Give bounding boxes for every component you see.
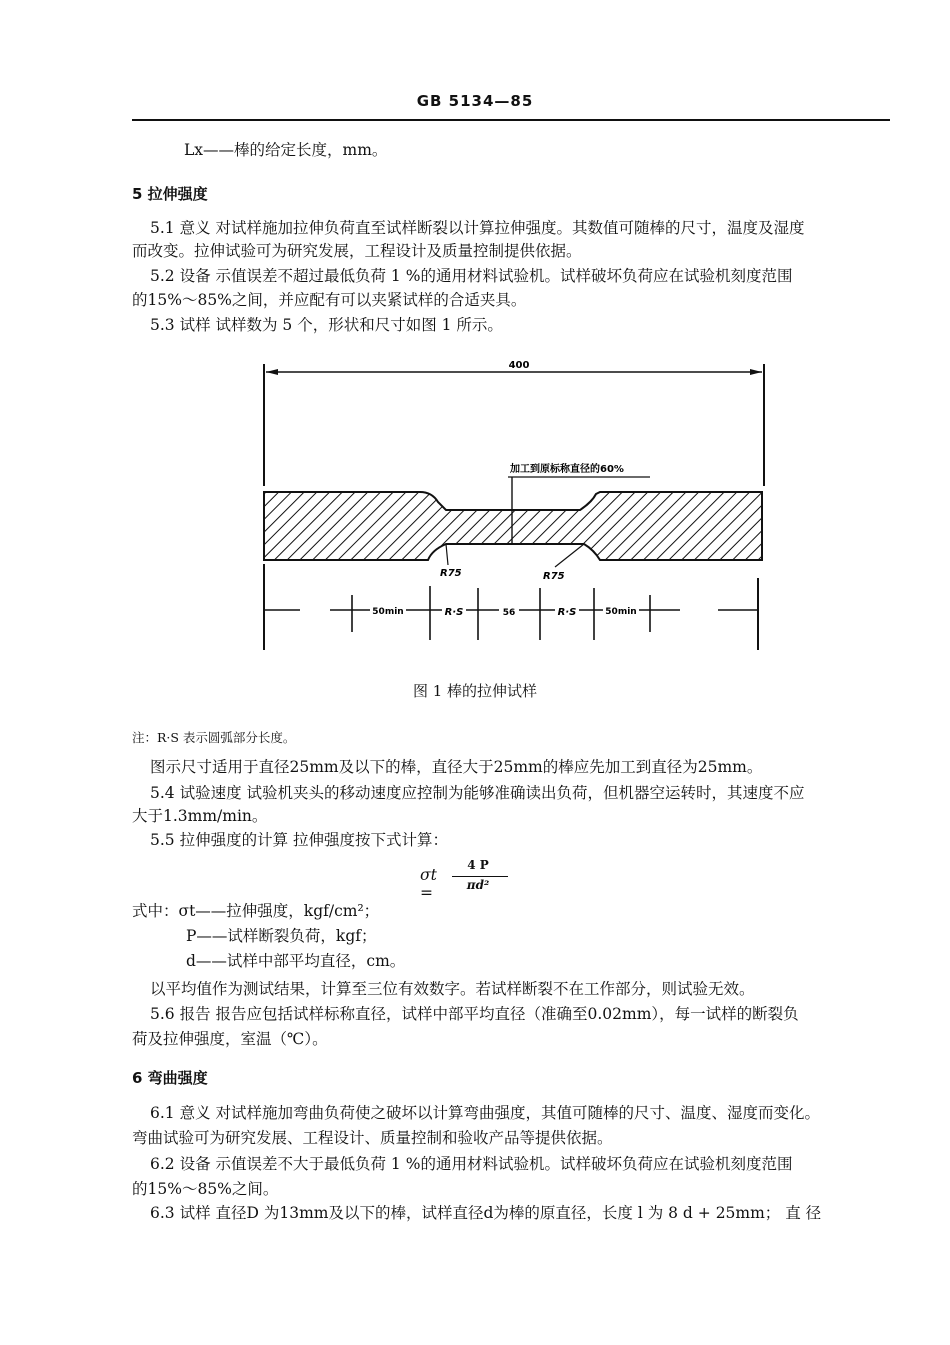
figure-note: 注：R·S 表示圆弧部分长度。 xyxy=(132,730,296,745)
s63-line1: 6.3 试样 直径D 为13mm及以下的棒，试样直径d为棒的原直径，长度 l 为 8 d + 25mm； 直 径 xyxy=(150,1204,822,1222)
dim-rs-left: R·S xyxy=(444,607,464,618)
para-average: 以平均值作为测试结果，计算至三位有效数字。若试样断裂不在工作部分，则试验无效。 xyxy=(150,980,755,998)
s62-line2: 的15%～85%之间。 xyxy=(132,1180,279,1198)
formula-lhs: σt = xyxy=(420,866,437,902)
dim-grip-right: 50min xyxy=(605,607,637,617)
s55-line1: 5.5 拉伸强度的计算 拉伸强度按下式计算： xyxy=(150,831,449,849)
formula-denominator: πd² xyxy=(466,878,490,892)
s53-line1: 5.3 试样 试样数为 5 个，形状和尺寸如图 1 所示。 xyxy=(150,316,503,334)
s51-line1: 5.1 意义 对试样施加拉伸负荷直至试样断裂以计算拉伸强度。其数值可随棒的尺寸，温度及湿度 xyxy=(150,219,805,237)
def-d: d——试样中部平均直径，cm。 xyxy=(186,952,406,970)
s52-line2: 的15%～85%之间，并应配有可以夹紧试样的合适夹具。 xyxy=(132,291,527,309)
specimen-body xyxy=(264,492,762,560)
s61-line2: 弯曲试验可为研究发展、工程设计、质量控制和验收产品等提供依据。 xyxy=(132,1129,613,1147)
dim-center: 56 xyxy=(502,608,516,618)
page-header: GB 5134—85 xyxy=(416,92,534,110)
dim-total-length: 400 xyxy=(508,360,530,371)
s54-line1: 5.4 试验速度 试验机夹头的移动速度应控制为能够准确读出负荷，但机器空运转时，其速度不应 xyxy=(150,784,805,802)
def-sigma: 式中：σt——拉伸强度，kgf/cm²； xyxy=(132,902,380,920)
para-size-applicability: 图示尺寸适用于直径25mm及以下的棒，直径大于25mm的棒应先加工到直径为25mm。 xyxy=(150,758,763,776)
tensile-specimen-figure xyxy=(0,350,950,650)
s61-line1: 6.1 意义 对试样施加弯曲负荷使之破坏以计算弯曲强度，其值可随棒的尺寸、温度、湿度而变化。 xyxy=(150,1104,821,1122)
dim-rs-right: R·S xyxy=(557,607,577,618)
s56-line2: 荷及拉伸强度，室温（℃）。 xyxy=(132,1030,328,1048)
radius-right: R75 xyxy=(543,571,565,582)
s51-line2: 而改变。拉伸试验可为研究发展，工程设计及质量控制提供依据。 xyxy=(132,242,582,260)
header-rule xyxy=(132,119,890,121)
section-5-title: 5 拉伸强度 xyxy=(132,185,208,203)
formula-fraction-bar xyxy=(452,876,508,877)
s52-line1: 5.2 设备 示值误差不超过最低负荷 1 %的通用材料试验机。试样破坏负荷应在试验机刻度范围 xyxy=(150,267,793,285)
s62-line1: 6.2 设备 示值误差不大于最低负荷 1 %的通用材料试验机。试样破坏负荷应在试验机刻度范围 xyxy=(150,1155,793,1173)
formula-numerator: 4 P xyxy=(467,858,489,872)
figure-caption: 图 1 棒的拉伸试样 xyxy=(412,682,538,700)
s54-line2: 大于1.3mm/min。 xyxy=(132,807,268,825)
section-6-title: 6 弯曲强度 xyxy=(132,1069,208,1087)
dim-grip-left: 50min xyxy=(372,607,404,617)
machining-note: 加工到原标称直径的60% xyxy=(510,464,624,475)
lx-definition: Lx——棒的给定长度，mm。 xyxy=(184,141,388,159)
s56-line1: 5.6 报告 报告应包括试样标称直径，试样中部平均直径（准确至0.02mm），每一试样的断裂负 xyxy=(150,1005,799,1023)
radius-left: R75 xyxy=(440,568,462,579)
def-p: P——试样断裂负荷，kgf； xyxy=(186,927,377,945)
